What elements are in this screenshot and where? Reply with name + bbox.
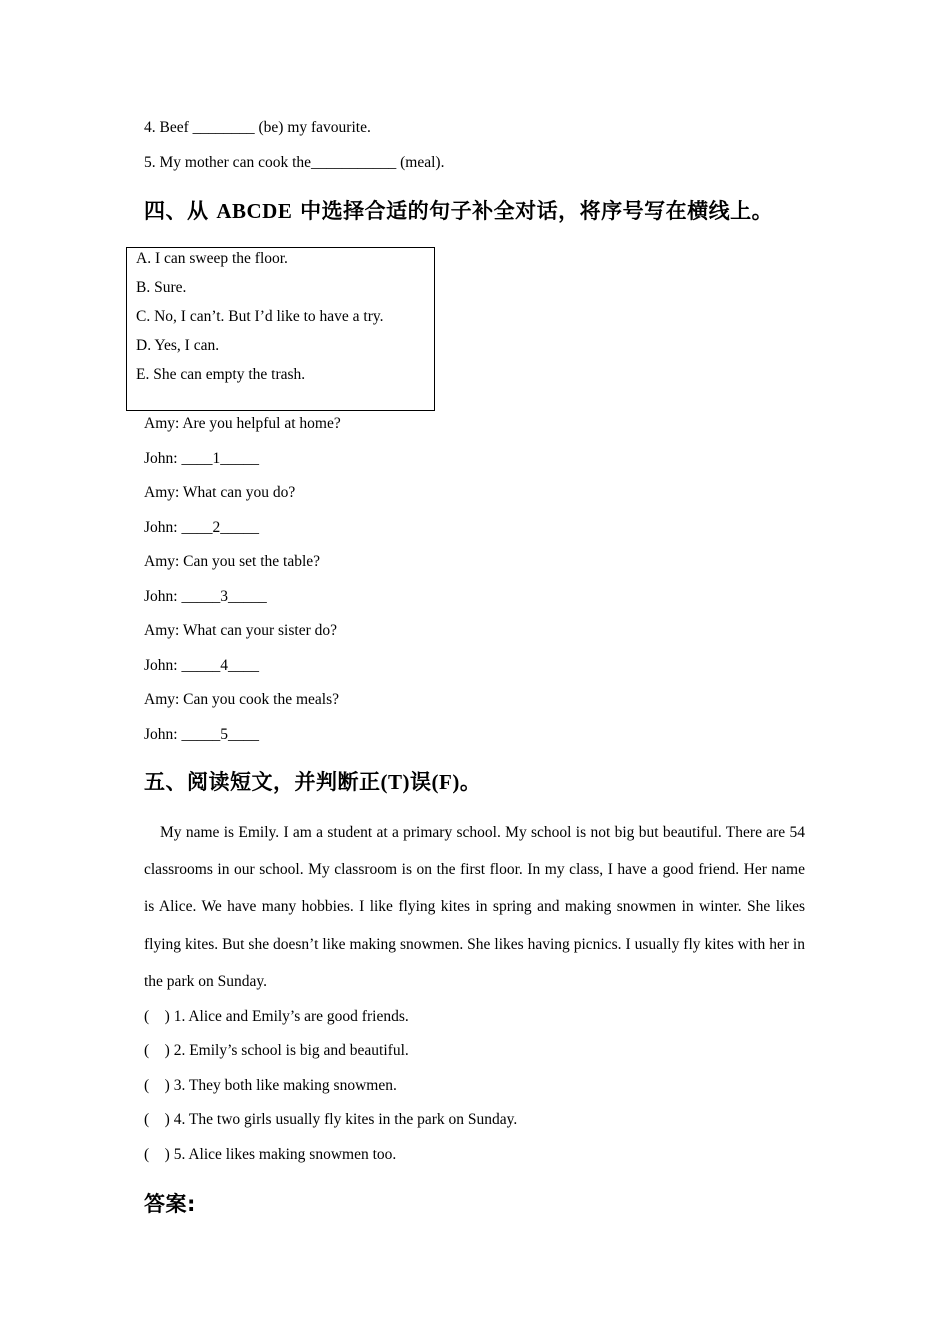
dialogue-line-4: John: ____2_____ [144,519,259,536]
part4-heading [144,197,773,225]
option-d: D. Yes, I can. [136,337,220,354]
dialogue-line-2: John: ____1_____ [144,450,259,467]
dialogue-line-6: John: _____3_____ [144,588,267,605]
part4-heading-suffix: 中选择合适的句子补全对话，将序号写在横线上。 [292,199,774,223]
part5-heading-f: (F) [431,770,460,794]
fill-in-item-5: 5. My mother can cook the___________ (meal). [144,154,445,171]
statement-3: ( ) 3. They both like making snowmen. [144,1077,397,1094]
part5-heading [144,768,481,796]
part4-heading-prefix: 四、从 [144,199,217,223]
fill-in-item-4: 4. Beef ________ (be) my favourite. [144,119,371,136]
statement-1: ( ) 1. Alice and Emily’s are good friends. [144,1008,409,1025]
statement-2: ( ) 2. Emily’s school is big and beautiful. [144,1042,409,1059]
part5-heading-mid: 误 [410,770,432,794]
dialogue-line-10: John: _____5____ [144,726,259,743]
dialogue-line-7: Amy: What can your sister do? [144,622,337,639]
part5-heading-end: 。 [459,770,482,794]
option-c: C. No, I can’t. But I’d like to have a try. [136,308,384,325]
option-b: B. Sure. [136,279,187,296]
reading-passage [144,814,805,1000]
part4-heading-letters: ABCDE [216,199,293,223]
statement-5: ( ) 5. Alice likes making snowmen too. [144,1146,397,1163]
part5-heading-prefix: 五、阅读短文，并判断正 [144,770,381,794]
statement-4: ( ) 4. The two girls usually fly kites in the park on Sunday. [144,1111,518,1128]
dialogue-line-8: John: _____4____ [144,657,259,674]
option-a: A. I can sweep the floor. [136,250,288,267]
dialogue-line-5: Amy: Can you set the table? [144,553,321,570]
reading-passage-text: My name is Emily. I am a student at a primary school. My school is not big but beautiful. There are 54 classrooms in our school. My classroom is on the first floor. In my class, I have a good friend. Her name is Alice. We have many hobbies. I like flying kites in spring and making snowmen in winter. She likes flying kites. But she doesn’t like making snowmen. She likes having picnics. I usually fly kites with her in the park on Sunday. [144,824,805,990]
option-e: E. She can empty the trash. [136,366,306,383]
options-box [126,247,435,411]
answers-heading: 答案: [144,1192,196,1216]
dialogue-line-1: Amy: Are you helpful at home? [144,415,341,432]
dialogue-line-9: Amy: Can you cook the meals? [144,691,339,708]
part5-heading-t: (T) [380,770,410,794]
dialogue-line-3: Amy: What can you do? [144,484,296,501]
